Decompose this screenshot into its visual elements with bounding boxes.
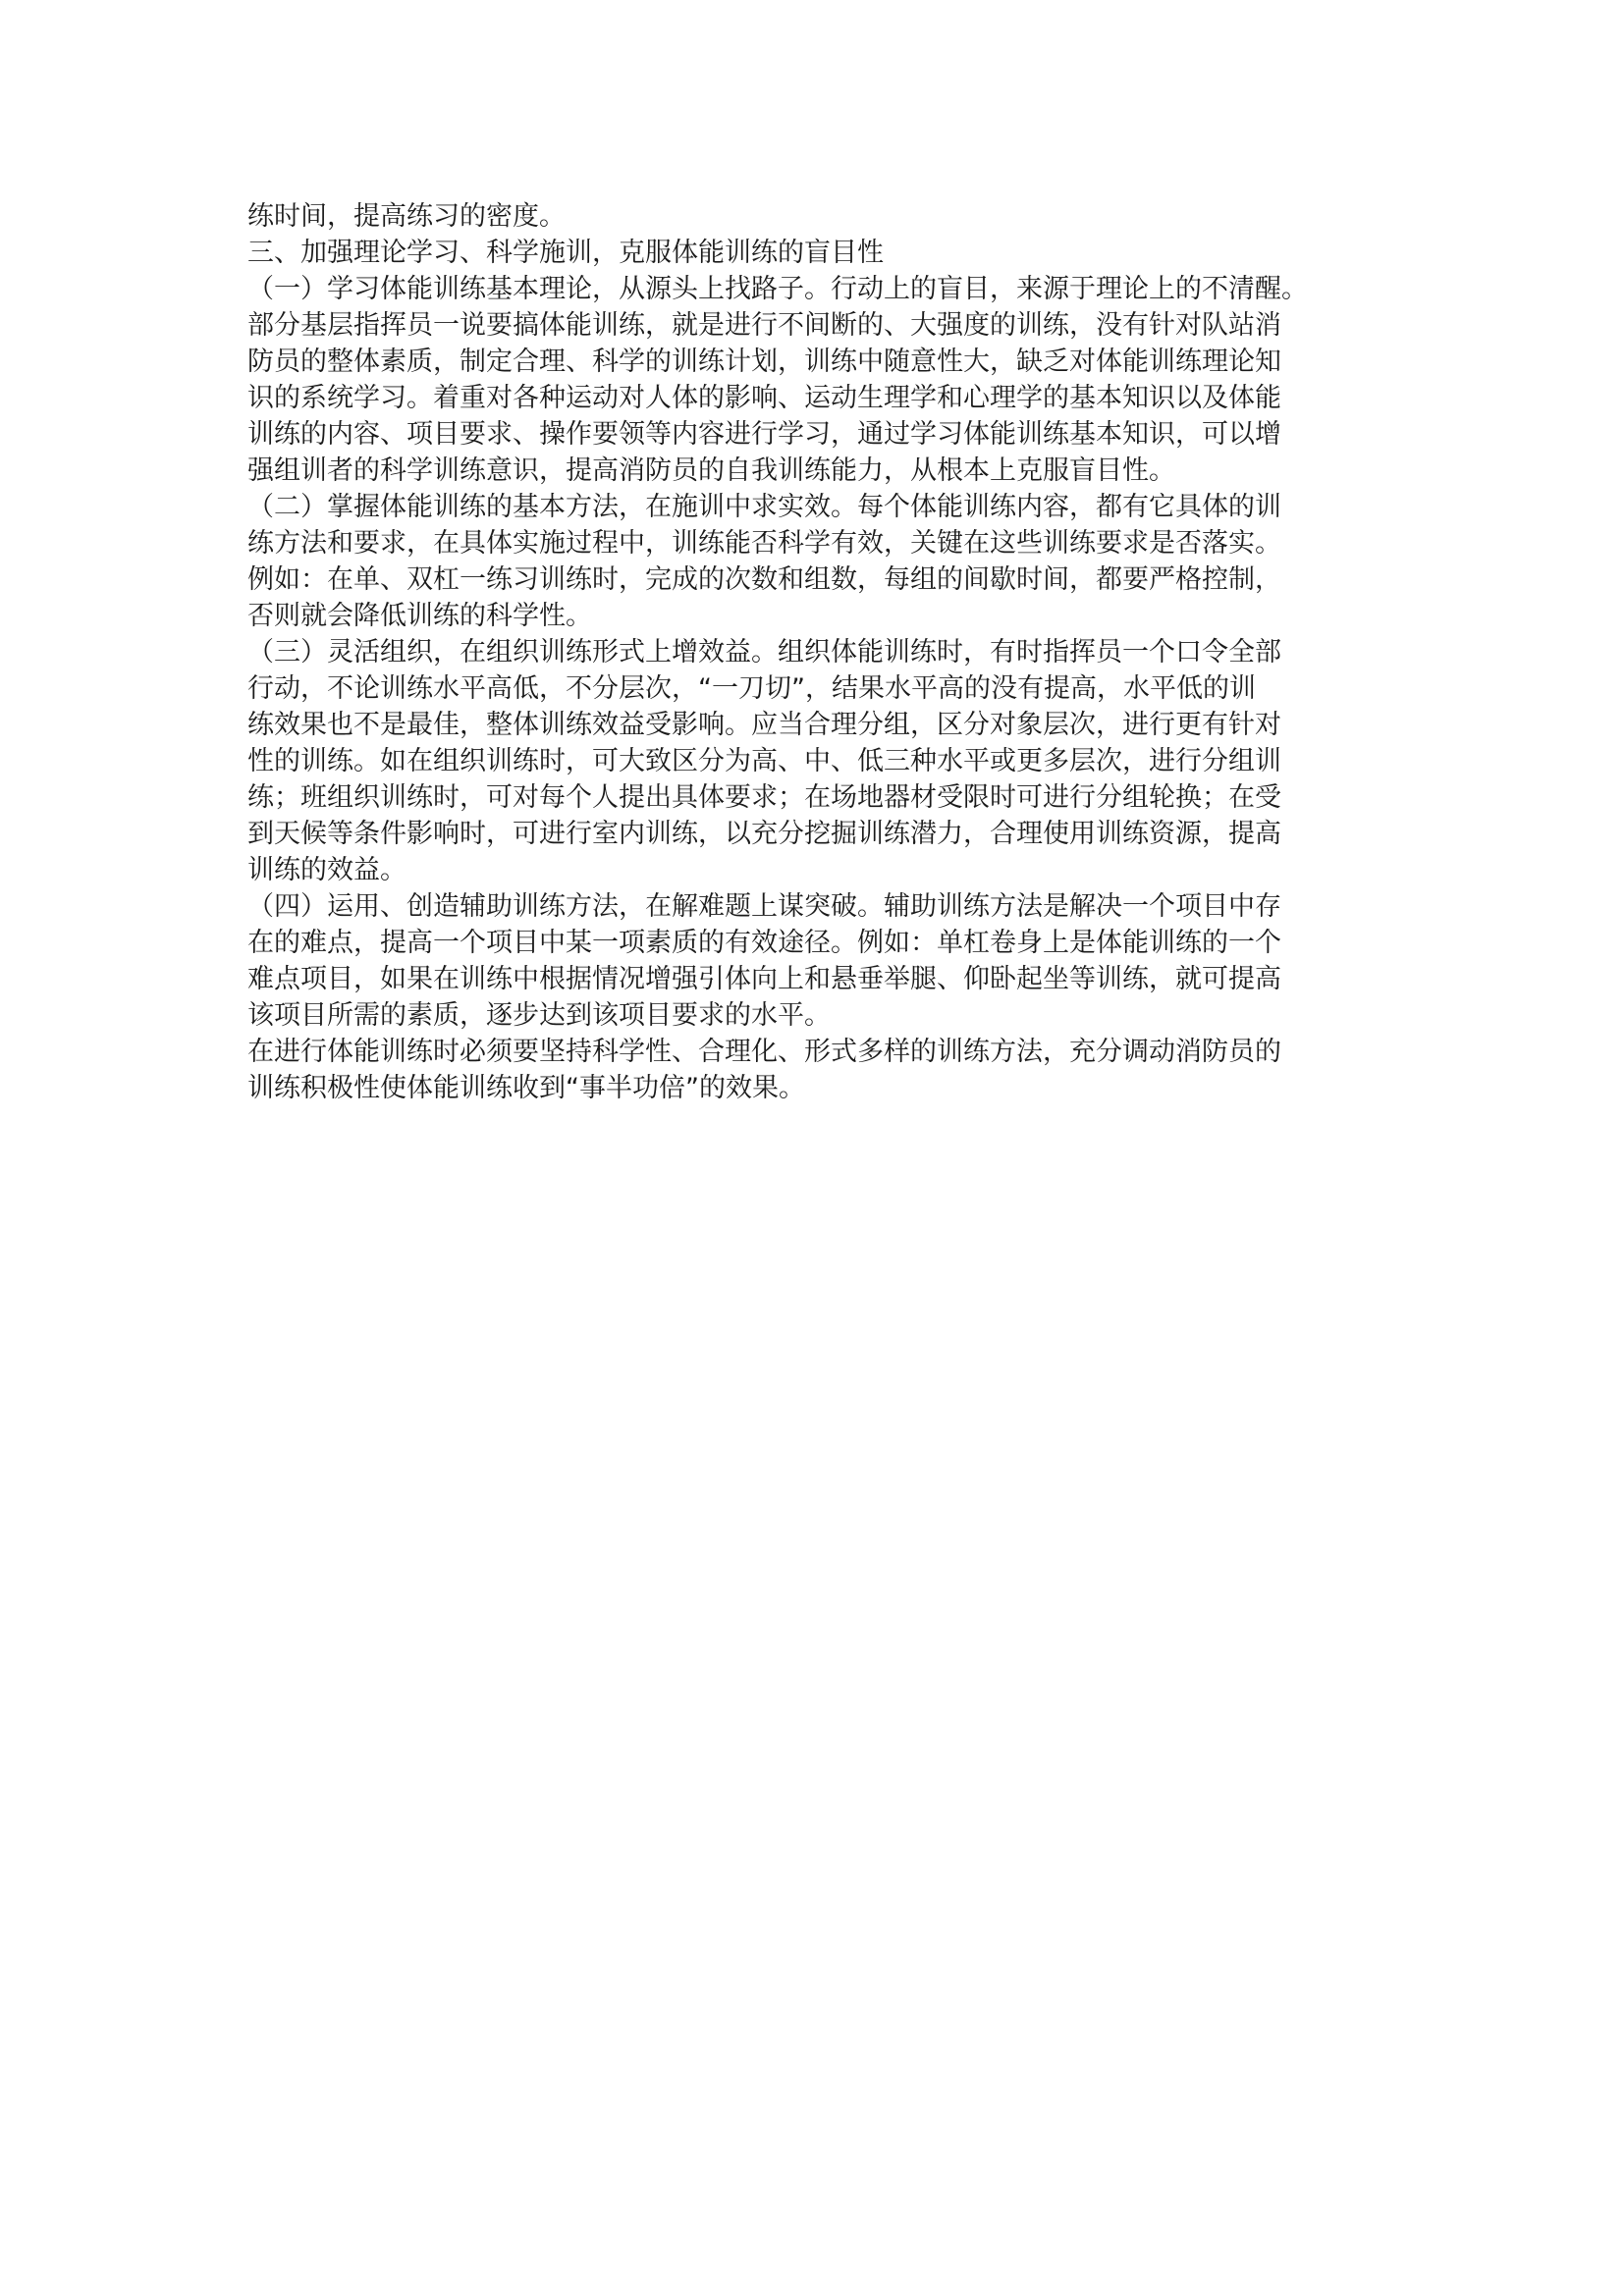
section-heading: 三、加强理论学习、科学施训，克服体能训练的盲目性 (247, 238, 884, 268)
text-line: 性的训练。如在组织训练时，可大致区分为高、中、低三种水平或更多层次，进行分组训 (247, 746, 1281, 776)
text-line: 强组训者的科学训练意识，提高消防员的自我训练能力，从根本上克服盲目性。 (247, 455, 1175, 486)
text-line: （二）掌握体能训练的基本方法，在施训中求实效。每个体能训练内容，都有它具体的训 (247, 492, 1281, 522)
text-line: 在进行体能训练时必须要坚持科学性、合理化、形式多样的训练方法，充分调动消防员的 (247, 1037, 1281, 1067)
text-line: 识的系统学习。着重对各种运动对人体的影响、运动生理学和心理学的基本知识以及体能 (247, 383, 1281, 413)
text-line: 训练的效益。 (247, 855, 406, 885)
text-line: 到天候等条件影响时，可进行室内训练，以充分挖掘训练潜力，合理使用训练资源，提高 (247, 819, 1281, 849)
text-line: 练；班组织训练时，可对每个人提出具体要求；在场地器材受限时可进行分组轮换；在受 (247, 782, 1281, 813)
text-line: 训练积极性使体能训练收到“事半功倍”的效果。 (247, 1073, 805, 1103)
text-line: 练方法和要求，在具体实施过程中，训练能否科学有效，关键在这些训练要求是否落实。 (247, 528, 1281, 559)
text-line: 行动，不论训练水平高低，不分层次，“一刀切”，结果水平高的没有提高，水平低的训 (247, 673, 1256, 704)
text-line: 部分基层指挥员一说要搞体能训练，就是进行不间断的、大强度的训练，没有针对队站消 (247, 310, 1281, 341)
text-line: 防员的整体素质，制定合理、科学的训练计划，训练中随意性大，缺乏对体能训练理论知 (247, 347, 1281, 377)
text-line: 难点项目，如果在训练中根据情况增强引体向上和悬垂举腿、仰卧起坐等训练，就可提高 (247, 964, 1281, 994)
text-line: 练效果也不是最佳，整体训练效益受影响。应当合理分组，区分对象层次，进行更有针对 (247, 710, 1281, 740)
text-line: 在的难点，提高一个项目中某一项素质的有效途径。例如：单杠卷身上是体能训练的一个 (247, 928, 1281, 958)
text-line: 该项目所需的素质，逐步达到该项目要求的水平。 (247, 1000, 831, 1031)
text-line: 练时间，提高练习的密度。 (247, 201, 566, 232)
document-body (247, 198, 1386, 1106)
text-line: 训练的内容、项目要求、操作要领等内容进行学习，通过学习体能训练基本知识，可以增 (247, 419, 1281, 450)
text-line: 例如：在单、双杠一练习训练时，完成的次数和组数，每组的间歇时间，都要严格控制， (247, 564, 1281, 595)
text-line: （三）灵活组织，在组织训练形式上增效益。组织体能训练时，有时指挥员一个口令全部 (247, 637, 1281, 667)
text-line: （一）学习体能训练基本理论，从源头上找路子。行动上的盲目，来源于理论上的不清醒。 (247, 274, 1308, 304)
text-line: （四）运用、创造辅助训练方法，在解难题上谋突破。辅助训练方法是解决一个项目中存 (247, 891, 1281, 922)
text-line: 否则就会降低训练的科学性。 (247, 601, 592, 631)
